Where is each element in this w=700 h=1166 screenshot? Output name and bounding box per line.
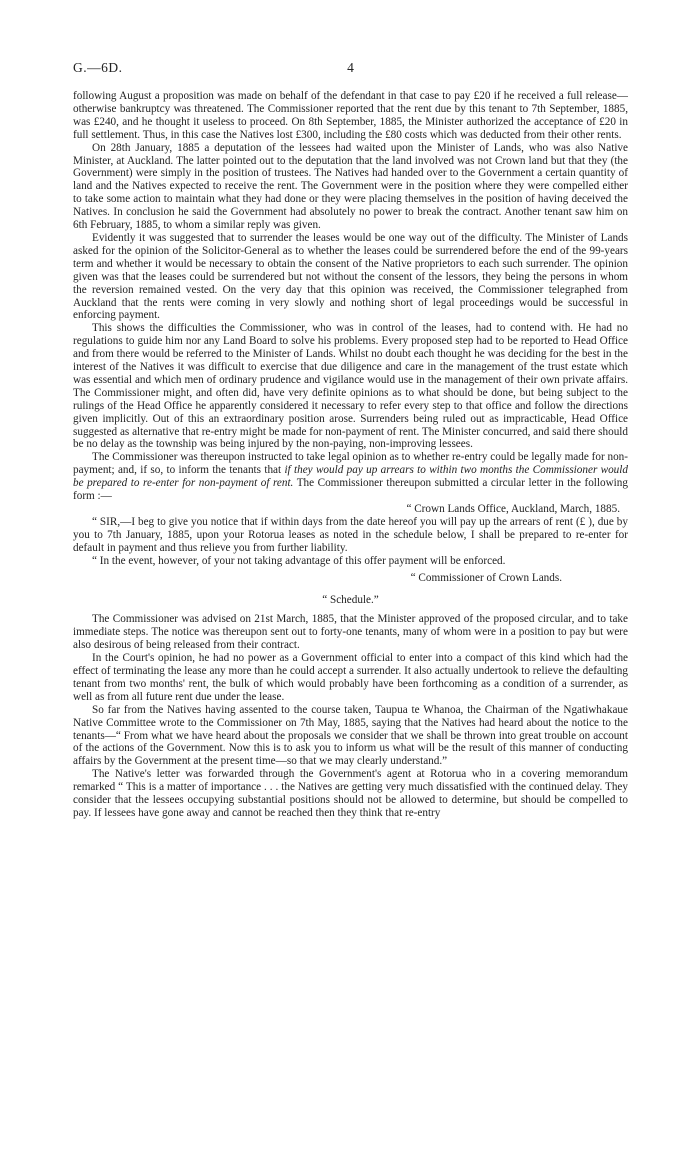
page-header bbox=[73, 60, 628, 80]
letter-heading: “ Crown Lands Office, Auckland, March, 1885. bbox=[406, 503, 620, 515]
schedule-heading: “ Schedule.” bbox=[322, 594, 379, 607]
paragraph-1: following August a proposition was made on behalf of the defendant in that case to pay £20 if he received a full release—otherwise bankruptcy was threatened. The Commissioner reported that the rent due by this tenant to 7th September, 1885, was £240, and he thought it useless to proceed. On 8th September, 1885, the Minister authorized the acceptance of £20 in full settlement. Thus, in this case the Natives lost £300, including the £80 costs which was deducted from their other rents. bbox=[73, 90, 628, 141]
page-number: 4 bbox=[347, 60, 354, 75]
paragraph-5 bbox=[73, 451, 628, 503]
letter-signature: “ Commissioner of Crown Lands. bbox=[410, 571, 562, 584]
paragraph-6: The Commissioner was advised on 21st March, 1885, that the Minister approved of the proposed circular, and to take immediate steps. The notice was thereupon sent out to forty-one tenants, many of whom were in a position to pay but were also desirous of being released from their contract. bbox=[73, 613, 628, 652]
page-body bbox=[73, 90, 628, 820]
paragraph-5-text-a: The Commissioner was thereupon instructed to take legal opinion as to whether re-entry could be legally made for non-payment; and, if so, to inform the tenants that bbox=[73, 451, 628, 477]
letter-paragraph-2: “ In the event, however, of your not taking advantage of this offer payment will be enforced. bbox=[92, 554, 506, 567]
paragraph-5-text-b: The Commissioner thereupon submitted a circular letter in the following form :— bbox=[73, 477, 628, 503]
paragraph-4: This shows the difficulties the Commissioner, who was in control of the leases, had to contend with. He had no regulations to guide him nor any Land Board to solve his problems. Every proposed step had to be reported to Head Office and from there would be referred to the Minister of Lands. Whilst no doubt each thought he was deciding for the best in the interest of the Natives it was difficult to exercise that due diligence and care in the management of the trust estate which was essential and which men of ordinary prudence and vigilance would use in the management of their own private affairs. The Commissioner might, and often did, have very definite opinions as to what should be done, but being subject to the rulings of the Head Office he apparently considered it necessary to refer every step to that office and follow the directions given implicitly. Out of this an extraordinary position arose. Surrenders being ruled out as impracticable, Head Office suggested as alternative that re-entry might be made for non-payment of rent. The Minister concurred, and said there should be no delay as the township was being injured by the non-paying, non-improving lessees. bbox=[73, 322, 628, 451]
document-reference: G.—6D. bbox=[73, 60, 123, 75]
paragraph-5-italic: if they would pay up arrears to within two months the Commissioner would be prepared to re-enter for non-payment of rent. bbox=[73, 464, 628, 490]
paragraph-9: The Native's letter was forwarded through the Government's agent at Rotorua who in a covering memorandum remarked “ This is a matter of importance . . . the Natives are getting very much dissatisfied with the continued delay. They consider that the lessees occupying substantial positions should not be allowed to determine, but should be compelled to pay. If lessees have gone away and cannot be reached then they think that re-entry bbox=[73, 768, 628, 819]
paragraph-8: So far from the Natives having assented to the course taken, Taupua te Whanoa, the Chairman of the Ngatiwhakaue Native Committee wrote to the Commissioner on 7th May, 1885, saying that the Natives had heard about the notice to the tenants—“ From what we have heard about the proposals we consider that we shall be thrown into great trouble on account of the actions of the Government. Now this is to ask you to inform us what will be the result of this manner of conducting affairs by the Government at the present time—so that we may clearly understand.” bbox=[73, 703, 628, 768]
paragraph-2: On 28th January, 1885 a deputation of the lessees had waited upon the Minister of Lands, who was also Native Minister, at Auckland. The latter pointed out to the deputation that the land involved was not Crown land but that they (the Government) were simply in the position of trustees. The Natives had handed over to the Government a certain quantity of land and the Natives expected to receive the rent. The Government were in the position where they were compelled either to take some action to maintain what they had done or they were placing themselves in the position of having deceived the Natives. In conclusion he said the Government had absolutely no power to break the contract. Another tenant saw him on 6th February, 1885, to whom a similar reply was given. bbox=[73, 141, 628, 232]
paragraph-7: In the Court's opinion, he had no power as a Government official to enter into a compact of this kind which had the effect of terminating the lease any more than he could accept a surrender. It also actually undertook to relieve the defaulting tenant from two months' rent, the bulk of which would probably have been forthcoming as a condition of a surrender, as well as from all future rent due under the lease. bbox=[73, 652, 628, 703]
letter-paragraph-1: “ SIR,—I beg to give you notice that if within days from the date hereof you will pay up the arrears of rent (£ ), due by you to 7th January, 1885, upon your Rotorua leases as noted in the schedule below, I shall be prepared to re-enter for default in payment and thus relieve you from further liability. bbox=[73, 515, 628, 554]
paragraph-3: Evidently it was suggested that to surrender the leases would be one way out of the difficulty. The Minister of Lands asked for the opinion of the Solicitor-General as to whether the leases could be surrendered before the end of the 99-years term and whether it would be necessary to obtain the consent of the Native proprietors to each such surrender. The opinion given was that the leases could be surrendered but not without the consent of the lessors, they being the persons in whom the reversion remained vested. On the very day that this opinion was received, the Commissioner telegraphed from Auckland that the rents were coming in very slowly and nothing short of legal proceedings would be successful in enforcing payment. bbox=[73, 231, 628, 322]
